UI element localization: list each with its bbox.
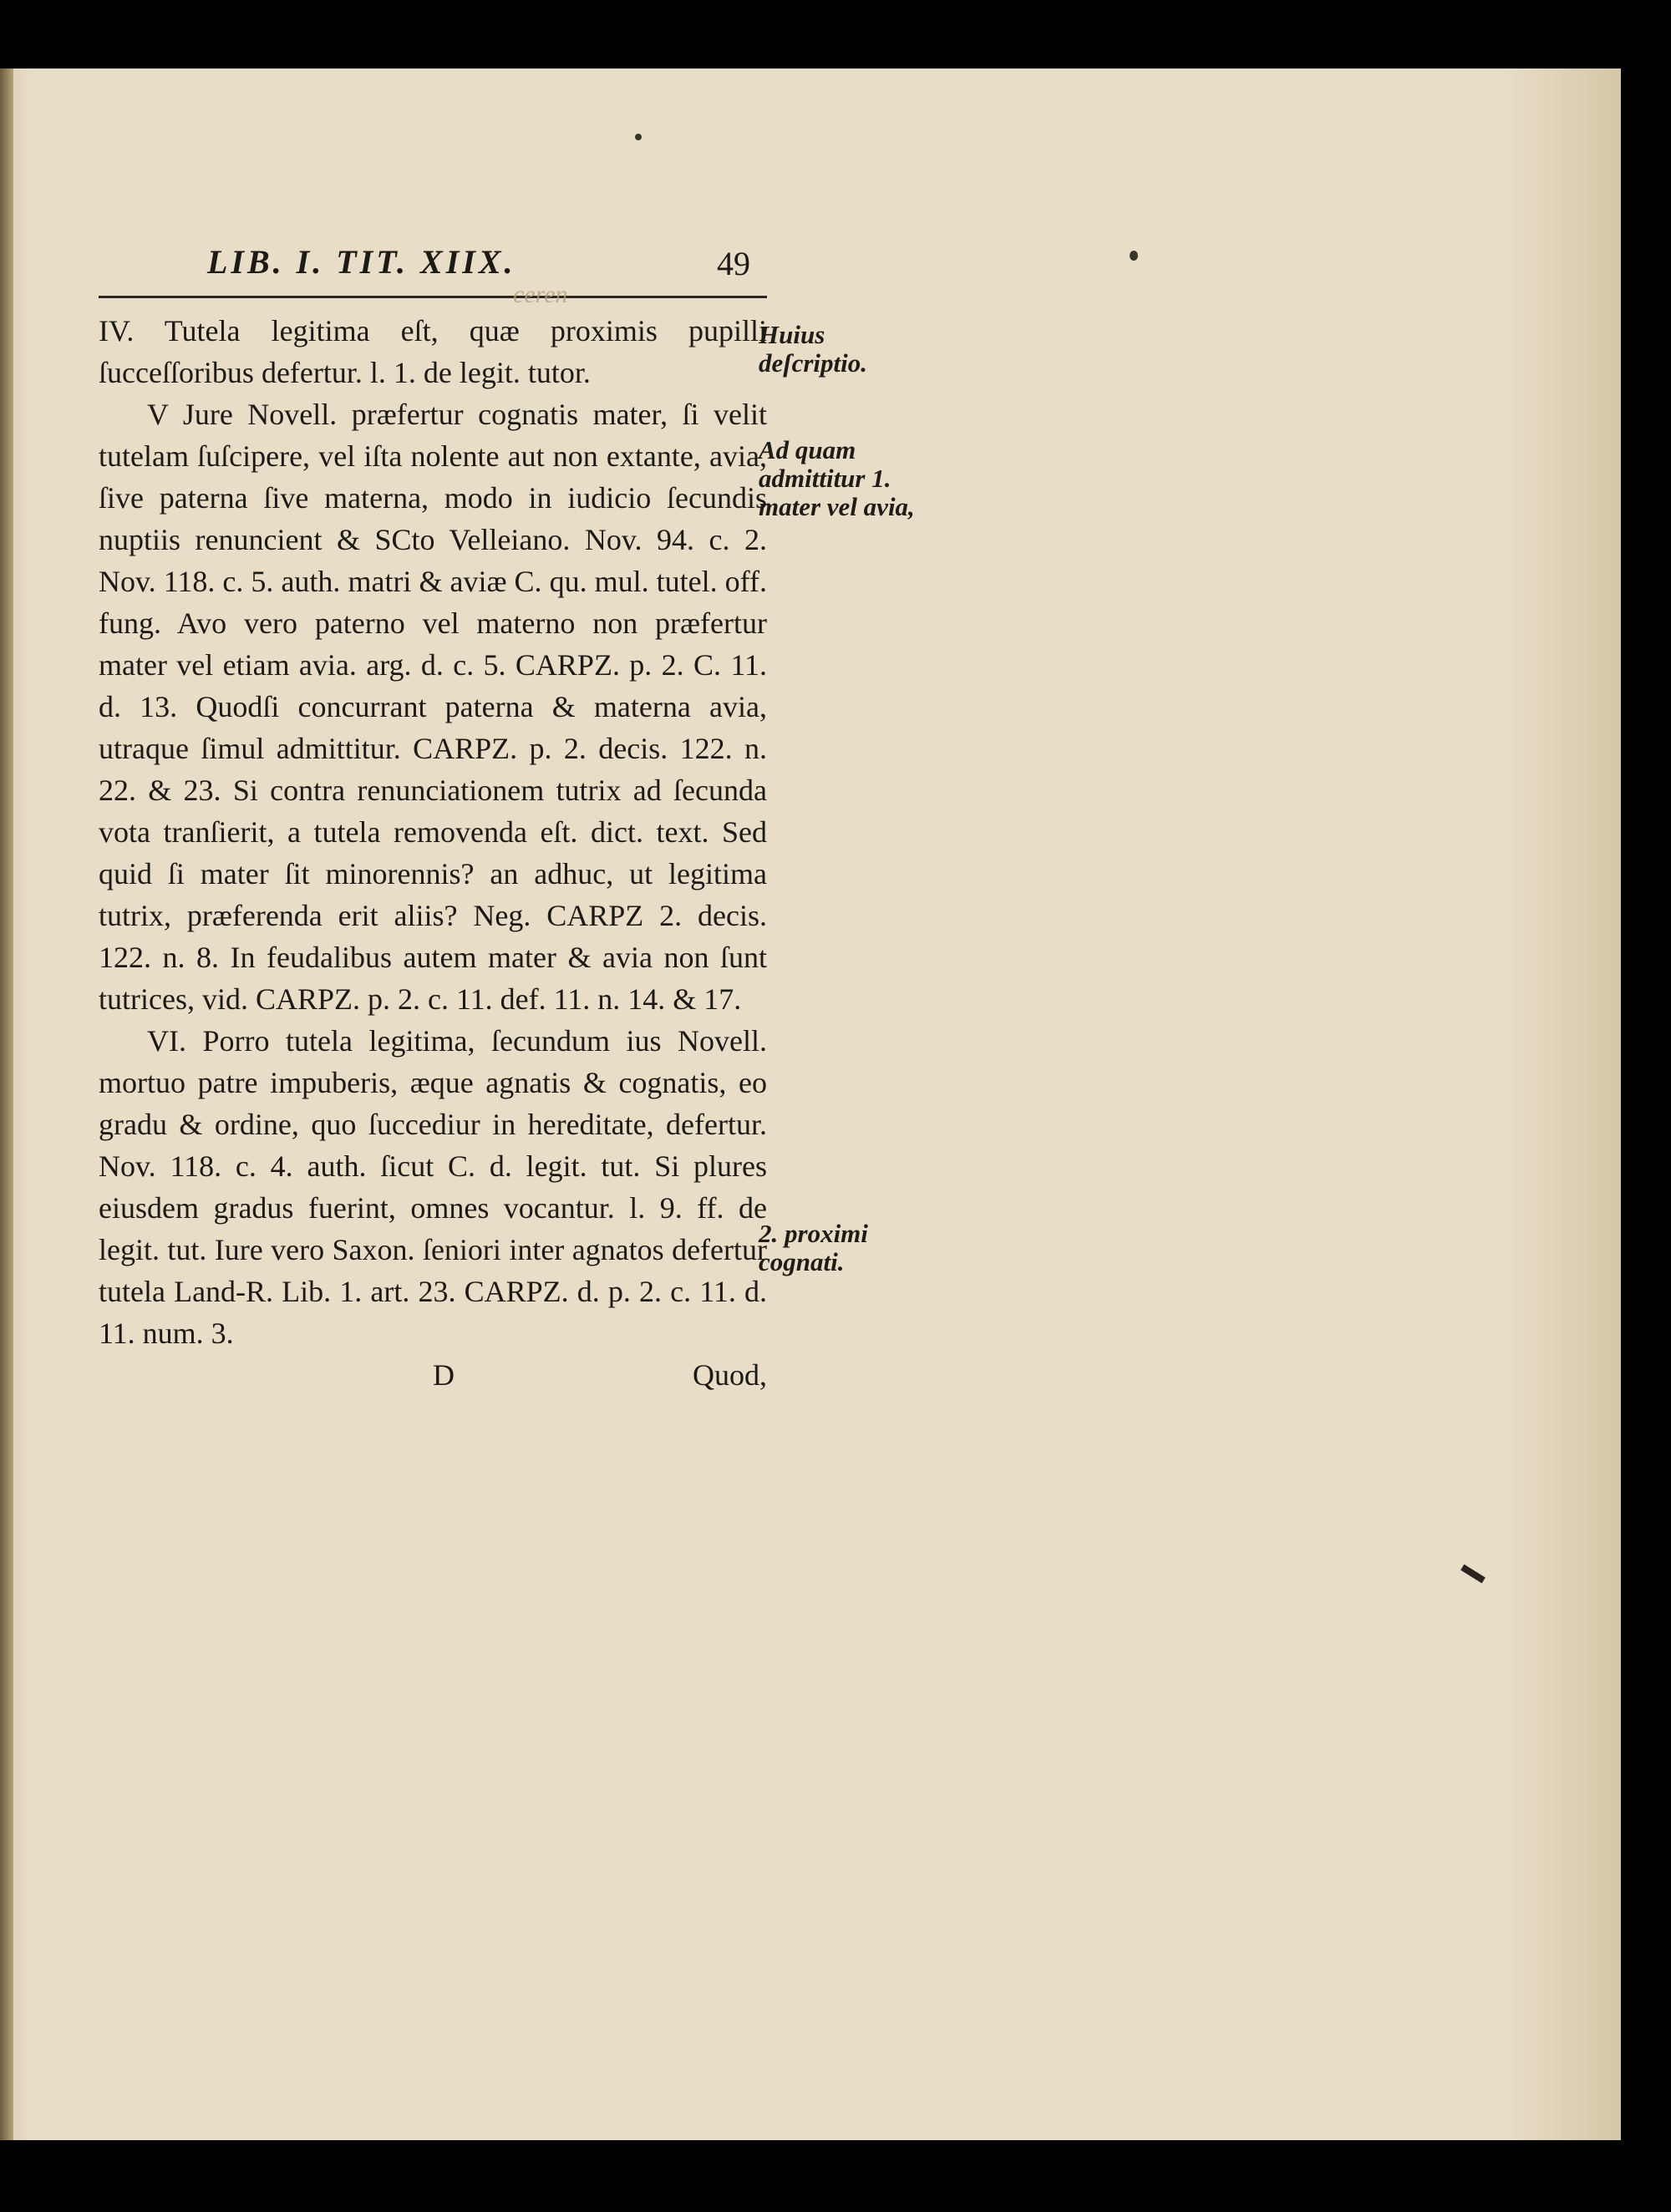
catchword: Quod, (693, 1358, 767, 1392)
page-header (99, 242, 767, 308)
book-spine-edge (0, 68, 13, 2140)
paragraph-iv: IV. Tutela legitima eſt, quæ proximis pupilli ſucceſſoribus defertur. l. 1. de legit. tutor. (99, 314, 767, 389)
text-column (99, 242, 767, 1396)
signature-mark: D (433, 1358, 455, 1392)
page-footer (99, 1354, 767, 1396)
margin-note-next-of-kin: 2. proximi cognati. (759, 1219, 868, 1276)
paragraph-vi: VI. Porro tutela legitima, ſecundum ius Novell. mortuo patre impuberis, æque agnatis & cognatis, eo gradu & ordine, quo ſuccediur in hereditate, defertur. Nov. 118. c. 4. auth. ſicut C. d. legit. tut. Si plures eiusdem gradus fuerint, omnes vocantur. l. 9. ff. de legit. tut. Iure vero Saxon. ſeniori inter agnatos defertur tutela Land-R. Lib. 1. art. 23. CARPZ. d. p. 2. c. 11. d. 11. num. 3. (99, 1024, 767, 1350)
ink-speck (635, 134, 642, 140)
paragraph-v: V Jure Novell. præfertur cognatis mater, ſi velit tutelam ſuſcipere, vel iſta nolente aut non extante, avia, ſive paterna ſive materna, modo in iudicio ſecundis nuptiis renuncient & SCto Velleiano. Nov. 94. c. 2. Nov. 118. c. 5. auth. matri & aviæ C. qu. mul. tutel. off. fung. Avo vero paterno vel materno non præfertur mater vel etiam avia. arg. d. c. 5. CARPZ. p. 2. C. 11. d. 13. Quodſi concurrant paterna & materna avia, utraque ſimul admittitur. CARPZ. p. 2. decis. 122. n. 22. & 23. Si contra renunciationem tutrix ad ſecunda vota tranſierit, a tutela removenda eſt. dict. text. Sed quid ſi mater ſit minorennis? an adhuc, ut legitima tutrix, præferenda erit aliis? Neg. CARPZ 2. decis. 122. n. 8. In feudalibus autem mater & avia non ſunt tutrices, vid. CARPZ. p. 2. c. 11. def. 11. n. 14. & 17. (99, 398, 767, 1016)
margin-note-mother-grandmother: Ad quam admittitur 1. mater vel avia, (759, 435, 915, 521)
ink-speck (1130, 251, 1138, 261)
handwritten-scribble: ceren (513, 281, 568, 308)
margin-note-description: Huius deſcriptio. (759, 320, 867, 378)
page-number: 49 (717, 245, 750, 282)
body-text (99, 310, 767, 1354)
running-title: LIB. I. TIT. XIIX. (207, 243, 516, 281)
